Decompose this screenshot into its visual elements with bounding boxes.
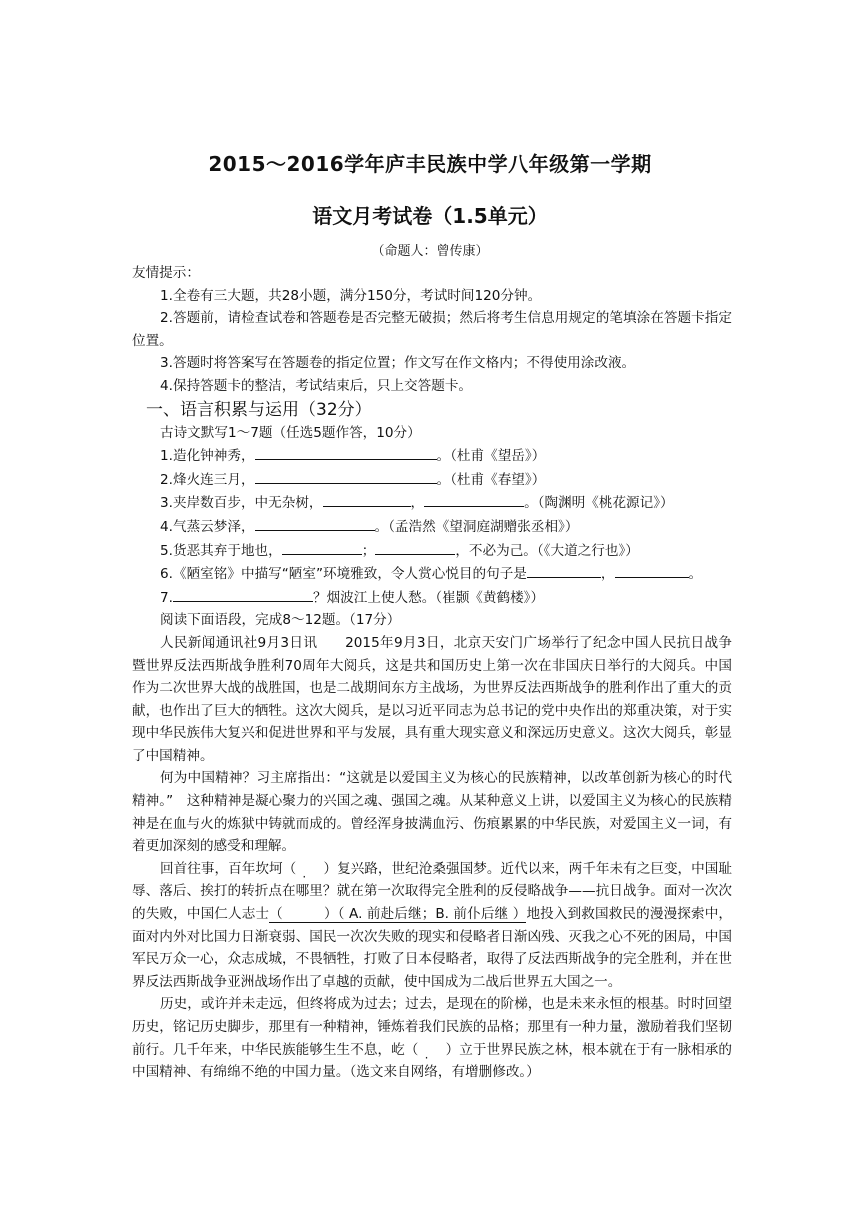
- emphasis-char: 坷 ·: [269, 861, 283, 877]
- answer-blank[interactable]: [255, 468, 437, 484]
- question-2: 2.烽火连三月， 。（杜甫《春望》）: [132, 468, 732, 492]
- notice-item-2: 2.答题前，请检查试卷和答题卷是否完整无破损；然后将考生信息用规定的笔填涂在答题卡指定位置。: [132, 310, 732, 349]
- exam-author: （命题人：曾传康）: [371, 244, 489, 259]
- question-4: 4.气蒸云梦泽， 。（孟浩然《望洞庭湖赠张丞相》）: [132, 515, 732, 539]
- exam-title-line1: 2015～2016学年庐丰民族中学八年级第一学期: [208, 152, 652, 176]
- question-6: 6.《陋室铭》中描写“陋室”环境雅致，令人赏心悦目的句子是 ， 。: [132, 562, 732, 586]
- emphasis-char: 屹 ·: [391, 1042, 405, 1058]
- question-1: 1.造化钟神秀， 。（杜甫《望岳》）: [132, 444, 732, 468]
- reading-instruction: 阅读下面语段，完成8～12题。（17分）: [160, 612, 401, 629]
- answer-blank[interactable]: [527, 562, 601, 578]
- answer-blank[interactable]: [173, 586, 313, 602]
- question-5: 5.货恶其弃于地也， ； ，不必为己。（《大道之行也》）: [132, 539, 732, 563]
- answer-blank[interactable]: [255, 515, 375, 531]
- passage-paragraph-1: 人民新闻通讯社9月3日讯 2015年9月3日，北京天安门广场举行了纪念中国人民抗日战争暨世界反法西斯战争胜利70周年大阅兵，这是共和国历史上第一次在非国庆日举行的大阅兵。中国作为二次世界大战的战胜国，也是二战期间东方主战场，为世界反法西斯战争的胜利作出了重大的贡献，也作出了巨大的牺牲。这次大阅兵，是以习近平同志为总书记的党中央作出的郑重决策，对于实现中华民族伟大复兴和促进世界和平与发展，具有重大现实意义和深远历史意义。这次大阅兵，彰显了中国精神。: [132, 634, 732, 764]
- question-7: 7. ？烟波江上使人愁。（崔颢《黄鹤楼》）: [132, 586, 732, 610]
- notice-label: 友情提示：: [132, 265, 200, 281]
- passage-paragraph-3: 回首往事，百年坎坷 ·（ ）复兴路，世纪沧桑强国梦。近代以来，两千年未有之巨变，中国耻辱、落后、挨打的转折点在哪里？就在第一次取得完全胜利的反侵略战争——抗日战争。面对一次次的失败，中国仁人志士（ ）（ A. 前赴后继；B. 前仆后继 ）地投入到救国救民的漫漫探索中，面对内外对比国力日渐衰弱、国民一次次失败的现实和侵略者日渐凶残、灭我之心不死的困局，中国军民万众一心，众志成城，不畏牺牲，打败了日本侵略者，取得了反法西斯战争的完全胜利，并在世界反法西斯战争亚洲战场作出了卓越的贡献，使中国成为二战后世界五大国之一。: [132, 858, 732, 994]
- notice-item-4: 4.保持答题卡的整洁，考试结束后，只上交答题卡。: [160, 377, 473, 394]
- exam-body: [132, 262, 732, 1084]
- answer-blank[interactable]: [255, 444, 437, 460]
- answer-blank[interactable]: [282, 539, 362, 555]
- passage-paragraph-2: 何为中国精神？习主席指出：“这就是以爱国主义为核心的民族精神，以改革创新为核心的时代精神。” 这种精神是凝心聚力的兴国之魂、强国之魂。从某种意义上讲，以爱国主义为核心的民族精神是在血与火的炼狱中铸就而成的。曾经浑身披满血污、伤痕累累的中华民族，对爱国主义一词，有着更加深刻的感受和理解。: [132, 770, 732, 855]
- answer-blank[interactable]: [323, 491, 411, 507]
- section-1-heading: 一、语言积累与运用（32分）: [146, 399, 372, 420]
- answer-blank[interactable]: [424, 491, 524, 507]
- choice-options: （ ）（ A. 前赴后继；B. 前仆后继 ）: [269, 906, 527, 923]
- passage-paragraph-4: 历史，或许并未走远，但终将成为过去；过去，是现在的阶梯，也是未来永恒的根基。时时回望历史，铭记历史脚步，那里有一种精神，锤炼着我们民族的品格；那里有一种力量，激励着我们坚韧前行。几千年来，中华民族能够生生不息，屹 ·（ ）立于世界民族之林，根本就在于有一脉相承的中国精神、有绵绵不绝的中国力量。（选文来自网络，有增删修改。）: [132, 993, 732, 1083]
- answer-blank[interactable]: [615, 562, 689, 578]
- question-3: 3.夹岸数百步，中无杂树， ， 。（陶渊明《桃花源记》）: [132, 491, 732, 515]
- section-1-instruction: 古诗文默写1～7题（任选5题作答，10分）: [160, 424, 421, 441]
- answer-blank[interactable]: [375, 539, 455, 555]
- notice-item-3: 3.答题时将答案写在答题卷的指定位置；作文写在作文格内；不得使用涂改液。: [160, 355, 636, 372]
- notice-item-1: 1.全卷有三大题，共28小题，满分150分，考试时间120分钟。: [160, 287, 542, 304]
- exam-title-line2: 语文月考试卷（1.5单元）: [312, 204, 548, 228]
